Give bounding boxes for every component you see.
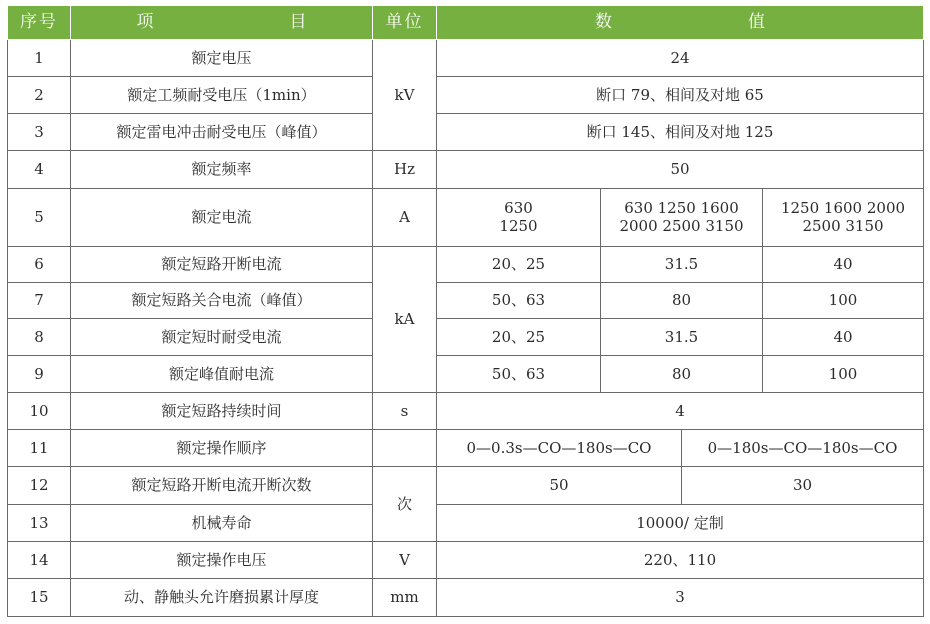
row-no: 3 bbox=[8, 114, 71, 151]
table-row bbox=[8, 504, 924, 541]
row-value-col1: 20、25 bbox=[437, 246, 601, 282]
row-value-col1 bbox=[437, 188, 601, 246]
row-value: 断口 145、相间及对地 125 bbox=[437, 114, 924, 151]
row-value-col3: 40 bbox=[763, 246, 924, 282]
row-no: 2 bbox=[8, 77, 71, 114]
header-item: 项 目 bbox=[71, 6, 373, 40]
table-row bbox=[8, 318, 924, 355]
row-value-col3 bbox=[763, 188, 924, 246]
header-unit: 单位 bbox=[373, 6, 437, 40]
row-item: 额定操作顺序 bbox=[71, 430, 373, 467]
row-value-col1: 50、63 bbox=[437, 282, 601, 318]
row-no: 14 bbox=[8, 541, 71, 578]
row-no: 7 bbox=[8, 282, 71, 318]
row-value: 4 bbox=[437, 393, 924, 430]
row-value-col3: 100 bbox=[763, 356, 924, 393]
row-item: 动、静触头允许磨损累计厚度 bbox=[71, 578, 373, 616]
row-value-col3: 100 bbox=[763, 282, 924, 318]
table-row bbox=[8, 393, 924, 430]
spec-table bbox=[7, 5, 924, 617]
row-no: 5 bbox=[8, 188, 71, 246]
row-value-col1: 20、25 bbox=[437, 318, 601, 355]
row-value: 10000/ 定制 bbox=[437, 504, 924, 541]
value-line: 1250 bbox=[499, 217, 538, 236]
value-line: 1250 1600 2000 bbox=[780, 199, 906, 218]
row-no: 15 bbox=[8, 578, 71, 616]
row-unit: kV bbox=[373, 40, 437, 151]
row-no: 13 bbox=[8, 504, 71, 541]
row-no: 9 bbox=[8, 356, 71, 393]
row-item: 额定短路关合电流（峰值） bbox=[71, 282, 373, 318]
header-value: 数 值 bbox=[437, 6, 924, 40]
row-unit: Hz bbox=[373, 151, 437, 188]
row-unit: V bbox=[373, 541, 437, 578]
value-line: 630 bbox=[504, 199, 533, 218]
row-value-col2: 31.5 bbox=[601, 246, 763, 282]
row-no: 8 bbox=[8, 318, 71, 355]
row-item: 额定雷电冲击耐受电压（峰值） bbox=[71, 114, 373, 151]
row-item: 额定频率 bbox=[71, 151, 373, 188]
row-value-right: 0—180s—CO—180s—CO bbox=[682, 430, 924, 467]
table-row bbox=[8, 114, 924, 151]
row-value-left: 0—0.3s—CO—180s—CO bbox=[437, 430, 682, 467]
table-row bbox=[8, 77, 924, 114]
table-row bbox=[8, 246, 924, 282]
row-no: 11 bbox=[8, 430, 71, 467]
table-row bbox=[8, 541, 924, 578]
row-value: 50 bbox=[437, 151, 924, 188]
row-item: 额定操作电压 bbox=[71, 541, 373, 578]
row-value-col1: 50、63 bbox=[437, 356, 601, 393]
table-row bbox=[8, 430, 924, 467]
row-value-right: 30 bbox=[682, 467, 924, 504]
row-item: 额定短时耐受电流 bbox=[71, 318, 373, 355]
value-line: 2000 2500 3150 bbox=[619, 217, 744, 236]
row-value: 24 bbox=[437, 40, 924, 77]
row-value-left: 50 bbox=[437, 467, 682, 504]
table-row bbox=[8, 578, 924, 616]
row-item: 额定峰值耐电流 bbox=[71, 356, 373, 393]
row-unit bbox=[373, 430, 437, 467]
row-value-col2: 80 bbox=[601, 356, 763, 393]
row-unit: kA bbox=[373, 246, 437, 392]
row-no: 6 bbox=[8, 246, 71, 282]
value-line: 2500 3150 bbox=[802, 217, 884, 236]
row-item: 额定工频耐受电压（1min） bbox=[71, 77, 373, 114]
table-row bbox=[8, 467, 924, 504]
row-item: 额定电压 bbox=[71, 40, 373, 77]
header-no: 序号 bbox=[8, 6, 71, 40]
row-value: 3 bbox=[437, 578, 924, 616]
table-row bbox=[8, 356, 924, 393]
row-value-col2: 31.5 bbox=[601, 318, 763, 355]
row-item: 额定电流 bbox=[71, 188, 373, 246]
row-value-col2 bbox=[601, 188, 763, 246]
row-no: 10 bbox=[8, 393, 71, 430]
row-unit: A bbox=[373, 188, 437, 246]
value-line: 630 1250 1600 bbox=[624, 199, 739, 218]
row-item: 机械寿命 bbox=[71, 504, 373, 541]
row-unit: mm bbox=[373, 578, 437, 616]
row-value-col2: 80 bbox=[601, 282, 763, 318]
table-row bbox=[8, 282, 924, 318]
row-no: 12 bbox=[8, 467, 71, 504]
table-row bbox=[8, 151, 924, 188]
row-item: 额定短路开断电流开断次数 bbox=[71, 467, 373, 504]
row-item: 额定短路持续时间 bbox=[71, 393, 373, 430]
row-value: 220、110 bbox=[437, 541, 924, 578]
row-value-col3: 40 bbox=[763, 318, 924, 355]
table-row bbox=[8, 188, 924, 246]
row-item: 额定短路开断电流 bbox=[71, 246, 373, 282]
row-unit: s bbox=[373, 393, 437, 430]
header-row bbox=[8, 6, 924, 40]
row-no: 1 bbox=[8, 40, 71, 77]
row-value: 断口 79、相间及对地 65 bbox=[437, 77, 924, 114]
table-row bbox=[8, 40, 924, 77]
row-no: 4 bbox=[8, 151, 71, 188]
row-unit: 次 bbox=[373, 467, 437, 541]
